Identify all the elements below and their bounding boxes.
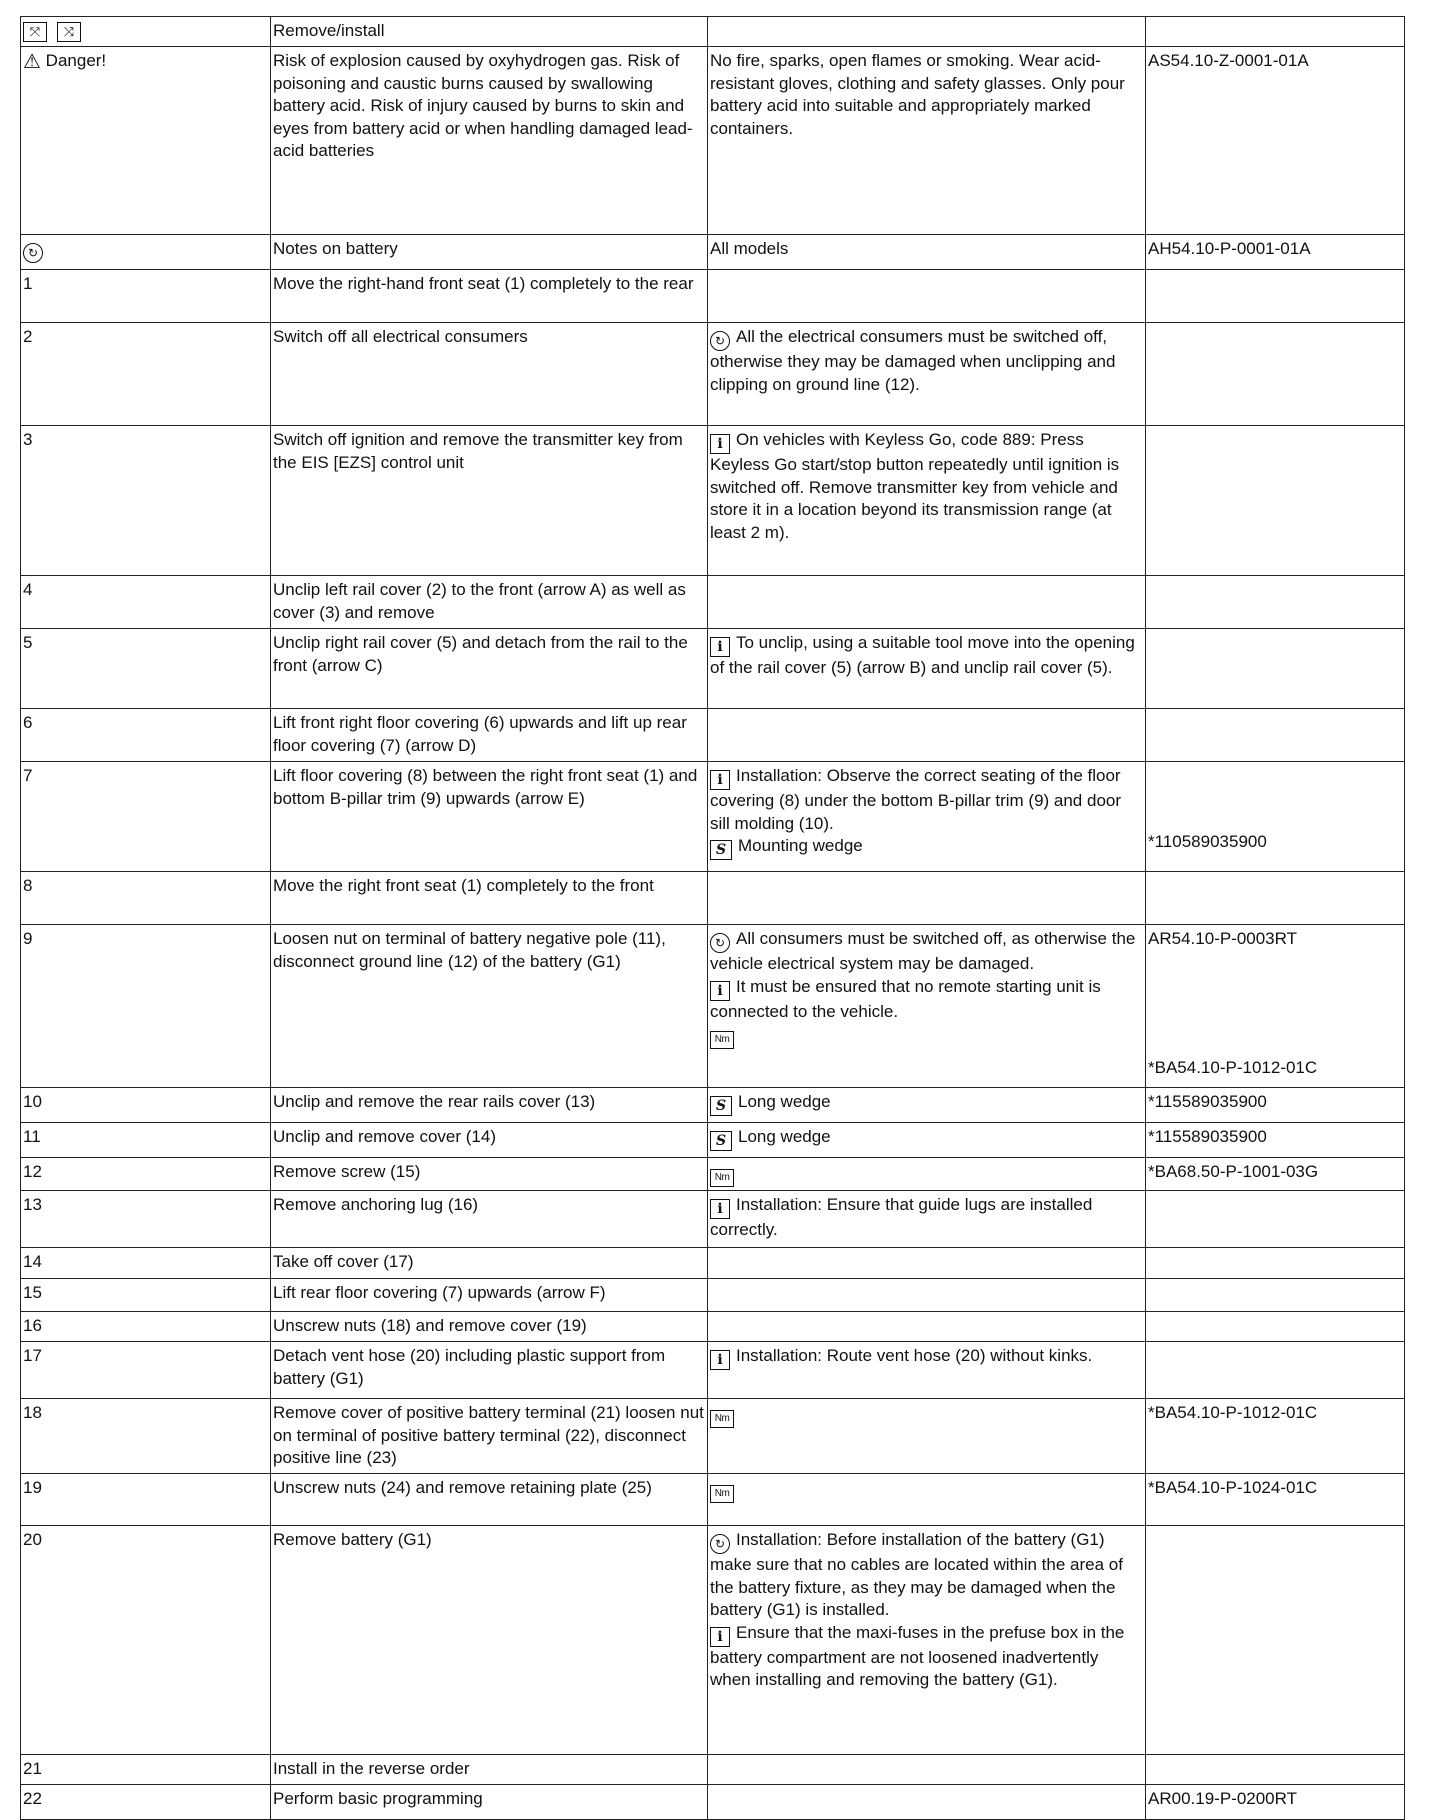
step-note-2: Ensure that the maxi-fuses in the prefuse box in the battery compartment are not loosened inadvertently when installing and removing the battery (G1). [710,1622,1125,1689]
step-action: Unclip right rail cover (5) and detach from the rail to the front (arrow C) [271,629,708,709]
step-action: Unclip left rail cover (2) to the front (arrow A) as well as cover (3) and remove [271,576,708,629]
warning-icon: ⚠ [23,51,41,73]
note-icon: ↻ [710,1534,730,1554]
step-note-2: It must be ensured that no remote starting unit is connected to the vehicle. [710,976,1101,1021]
header-row [21,17,1405,47]
step-number: 17 [21,1342,271,1399]
step-action: Move the right front seat (1) completely to the front [271,872,708,925]
step-action: Remove screw (15) [271,1158,708,1191]
table-row [21,1755,1405,1785]
danger-ref: AS54.10-Z-0001-01A [1146,47,1405,235]
table-row [21,872,1405,925]
step-note: Installation: Observe the correct seating of the floor covering (8) under the bottom B-pillar trim (9) and door sill molding (10). [710,766,1122,833]
step-ref: *BA68.50-P-1001-03G [1146,1158,1405,1191]
step-action: Remove anchoring lug (16) [271,1191,708,1248]
step-ref: *BA54.10-P-1012-01C [1146,1399,1405,1474]
header-icons-cell [21,17,271,47]
info-icon: i [710,1627,730,1647]
step-number: 10 [21,1088,271,1123]
step-number: 15 [21,1279,271,1312]
info-icon: i [710,981,730,1001]
step-note: All consumers must be switched off, as otherwise the vehicle electrical system may be damaged. [710,929,1136,973]
header-title: Remove/install [271,17,708,47]
step-number: 19 [21,1474,271,1526]
step-action: Unclip and remove the rear rails cover (13) [271,1088,708,1123]
tool-icon: S [710,840,732,860]
danger-measure: No fire, sparks, open flames or smoking. Wear acid-resistant gloves, clothing and safety glasses. Only pour battery acid into suitable and appropriately marked containers. [708,47,1146,235]
step-ref: AR00.19-P-0200RT [1146,1785,1405,1820]
step-action: Loosen nut on terminal of battery negative pole (11), disconnect ground line (12) of the battery (G1) [271,925,708,1088]
table-row [21,1474,1405,1526]
step-note: All the electrical consumers must be switched off, otherwise they may be damaged when unclipping and clipping on ground line (12). [710,327,1116,394]
table-row [21,426,1405,576]
torque-icon: Nm [710,1169,734,1187]
step-ref: *BA54.10-P-1024-01C [1146,1474,1405,1526]
step-number: 8 [21,872,271,925]
table-row [21,1279,1405,1312]
step-number: 7 [21,762,271,872]
table-row [21,1399,1405,1474]
step-ref: *115589035900 [1146,1123,1405,1158]
danger-row [21,47,1405,235]
note-icon: ↻ [23,243,43,263]
table-row [21,1158,1405,1191]
step-action: Perform basic programming [271,1785,708,1820]
step-number: 3 [21,426,271,576]
table-row [21,576,1405,629]
step-number: 16 [21,1312,271,1342]
table-row [21,1312,1405,1342]
step-action: Switch off ignition and remove the transmitter key from the EIS [EZS] control unit [271,426,708,576]
step-action: Unscrew nuts (24) and remove retaining plate (25) [271,1474,708,1526]
table-row [21,1526,1405,1755]
info-icon: i [710,434,730,454]
notes-ref: AH54.10-P-0001-01A [1146,235,1405,270]
info-icon: i [710,637,730,657]
danger-risk: Risk of explosion caused by oxyhydrogen gas. Risk of poisoning and caustic burns caused by swallowing battery acid. Risk of injury caused by burns to skin and eyes from battery acid or when handling damaged lead-acid batteries [271,47,708,235]
notes-text: Notes on battery [271,235,708,270]
step-action: Move the right-hand front seat (1) completely to the rear [271,270,708,323]
tool-ref: *110589035900 [1148,832,1267,851]
step-tool: Long wedge [738,1092,831,1111]
table-row [21,762,1405,872]
expand-icon[interactable]: ⤧ [23,22,47,42]
step-ref: AR54.10-P-0003RT [1148,929,1297,948]
step-number: 14 [21,1248,271,1279]
torque-ref: *BA54.10-P-1012-01C [1148,1057,1318,1077]
info-icon: i [710,1199,730,1219]
torque-icon: Nm [710,1031,734,1049]
step-action: Switch off all electrical consumers [271,323,708,426]
danger-label: Danger! [45,51,107,70]
step-number: 22 [21,1785,271,1820]
table-row [21,925,1405,1088]
procedure-table [20,16,1405,1820]
table-row [21,709,1405,762]
step-number: 5 [21,629,271,709]
table-row [21,323,1405,426]
step-number: 20 [21,1526,271,1755]
note-icon: ↻ [710,331,730,351]
table-row [21,1342,1405,1399]
step-action: Remove cover of positive battery terminal (21) loosen nut on terminal of positive battery terminal (22), disconnect positive line (23) [271,1399,708,1474]
table-row [21,270,1405,323]
note-icon: ↻ [710,933,730,953]
table-row [21,1123,1405,1158]
tool-icon: S [710,1096,732,1116]
step-action: Lift front right floor covering (6) upwards and lift up rear floor covering (7) (arrow D) [271,709,708,762]
step-note: Installation: Ensure that guide lugs are installed correctly. [710,1195,1093,1239]
torque-icon: Nm [710,1485,734,1503]
step-number: 18 [21,1399,271,1474]
step-action: Lift rear floor covering (7) upwards (arrow F) [271,1279,708,1312]
step-number: 1 [21,270,271,323]
step-number: 4 [21,576,271,629]
step-tool: Mounting wedge [738,836,863,855]
table-row [21,1088,1405,1123]
table-row [21,1248,1405,1279]
step-action: Remove battery (G1) [271,1526,708,1755]
tool-icon: S [710,1131,732,1151]
table-row [21,1785,1405,1820]
step-number: 11 [21,1123,271,1158]
step-note: On vehicles with Keyless Go, code 889: Press Keyless Go start/stop button repeatedly until ignition is switched off. Remove transmitter key from vehicle and store it in a location beyond its transmission range (at least 2 m). [710,430,1120,542]
torque-icon: Nm [710,1410,734,1428]
step-action: Install in the reverse order [271,1755,708,1785]
step-number: 2 [21,323,271,426]
step-action: Unclip and remove cover (14) [271,1123,708,1158]
step-note: To unclip, using a suitable tool move into the opening of the rail cover (5) (arrow B) and unclip rail cover (5). [710,633,1135,677]
step-number: 6 [21,709,271,762]
step-action: Detach vent hose (20) including plastic support from battery (G1) [271,1342,708,1399]
step-number: 13 [21,1191,271,1248]
step-number: 9 [21,925,271,1088]
notes-scope: All models [708,235,1146,270]
step-number: 12 [21,1158,271,1191]
collapse-icon[interactable]: ⤨ [57,22,81,42]
step-ref: *115589035900 [1146,1088,1405,1123]
step-action: Unscrew nuts (18) and remove cover (19) [271,1312,708,1342]
info-icon: i [710,770,730,790]
step-note: Installation: Before installation of the battery (G1) make sure that no cables are located within the area of the battery fixture, as they may be damaged when the battery (G1) is installed. [710,1530,1123,1619]
table-row [21,1191,1405,1248]
step-action: Take off cover (17) [271,1248,708,1279]
step-action: Lift floor covering (8) between the right front seat (1) and bottom B-pillar trim (9) upwards (arrow E) [271,762,708,872]
step-tool: Long wedge [738,1127,831,1146]
notes-row [21,235,1405,270]
step-number: 21 [21,1755,271,1785]
table-row [21,629,1405,709]
step-note: Installation: Route vent hose (20) without kinks. [736,1346,1093,1365]
info-icon: i [710,1350,730,1370]
